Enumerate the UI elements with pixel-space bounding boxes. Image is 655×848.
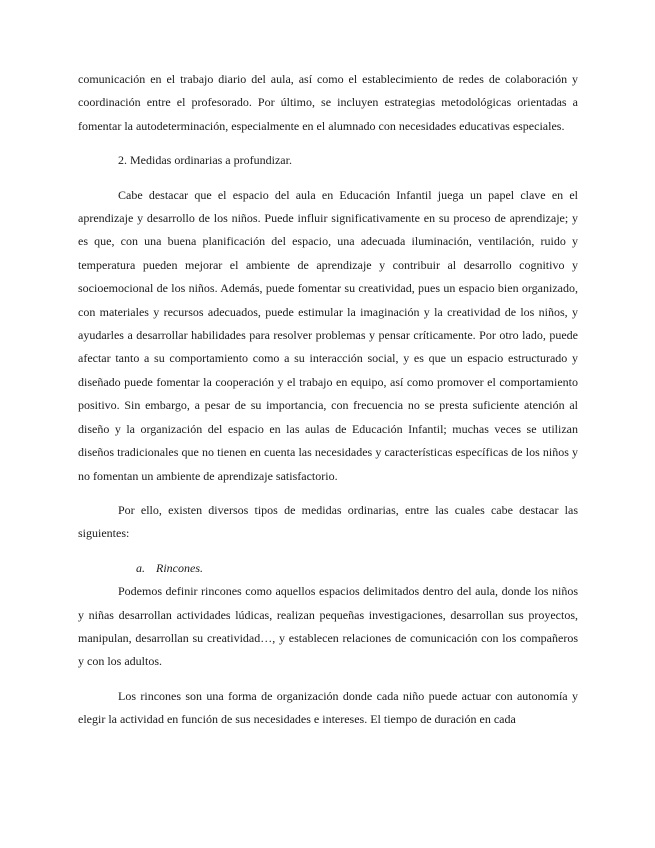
section-heading: 2. Medidas ordinarias a profundizar. (118, 153, 292, 168)
paragraph-ordinary-measures: Por ello, existen diversos tipos de medidas ordinarias, entre las cuales cabe destacar las siguientes: (78, 502, 578, 541)
paragraph-continuation: comunicación en el trabajo diario del aula, así como el establecimiento de redes de colaboración y coordinación entre el profesorado. Por último, se incluyen estrategias metodológicas orientadas a fomentar la autodeterminación, especialmente en el alumnado con necesidades educativas especiales. (78, 72, 578, 133)
paragraph-rincones-definition: Podemos definir rincones como aquellos espacios delimitados dentro del aula, donde los niños y niñas desarrollan actividades lúdicas, realizan pequeñas investigaciones, desarrollan sus proyectos, manipulan, desarrollan su creatividad…, y establecen relaciones de comunicación con los compañeros y con los adultos. (78, 584, 578, 669)
subsection-marker: a. (136, 560, 145, 575)
subsection-title: Rincones. (156, 560, 203, 575)
paragraph-rincones-organization: Los rincones son una forma de organización donde cada niño puede actuar con autonomía y elegir la actividad en función de sus necesidades e intereses. El tiempo de duración en cada (78, 688, 578, 727)
paragraph-classroom-space: Cabe destacar que el espacio del aula en Educación Infantil juega un papel clave en el aprendizaje y desarrollo de los niños. Puede influir significativamente en su proceso de aprendizaje; y es que, con una buena planificación del espacio, una adecuada iluminación, ventilación, ruido y temperatura pueden mejorar el ambiente de aprendizaje y contribuir al desarrollo cognitivo y socioemocional de los niños. Además, puede fomentar su creatividad, pues un espacio bien organizado, con materiales y recursos adecuados, puede estimular la imaginación y la creatividad de los niños, y ayudarles a desarrollar habilidades para resolver problemas y pensar críticamente. Por otro lado, puede afectar tanto a su comportamiento como a su interacción social, y es que un espacio estructurado y diseñado puede fomentar la cooperación y el trabajo en equipo, así como promover el comportamiento positivo. Sin embargo, a pesar de su importancia, con frecuencia no se presta suficiente atención al diseño y la organización del espacio en las aulas de Educación Infantil; muchas veces se utilizan diseños tradicionales que no tienen en cuenta las necesidades y características específicas de los niños y no fomentan un ambiente de aprendizaje satisfactorio. (78, 187, 578, 483)
document-page (78, 68, 578, 732)
subsection-heading (78, 557, 578, 580)
